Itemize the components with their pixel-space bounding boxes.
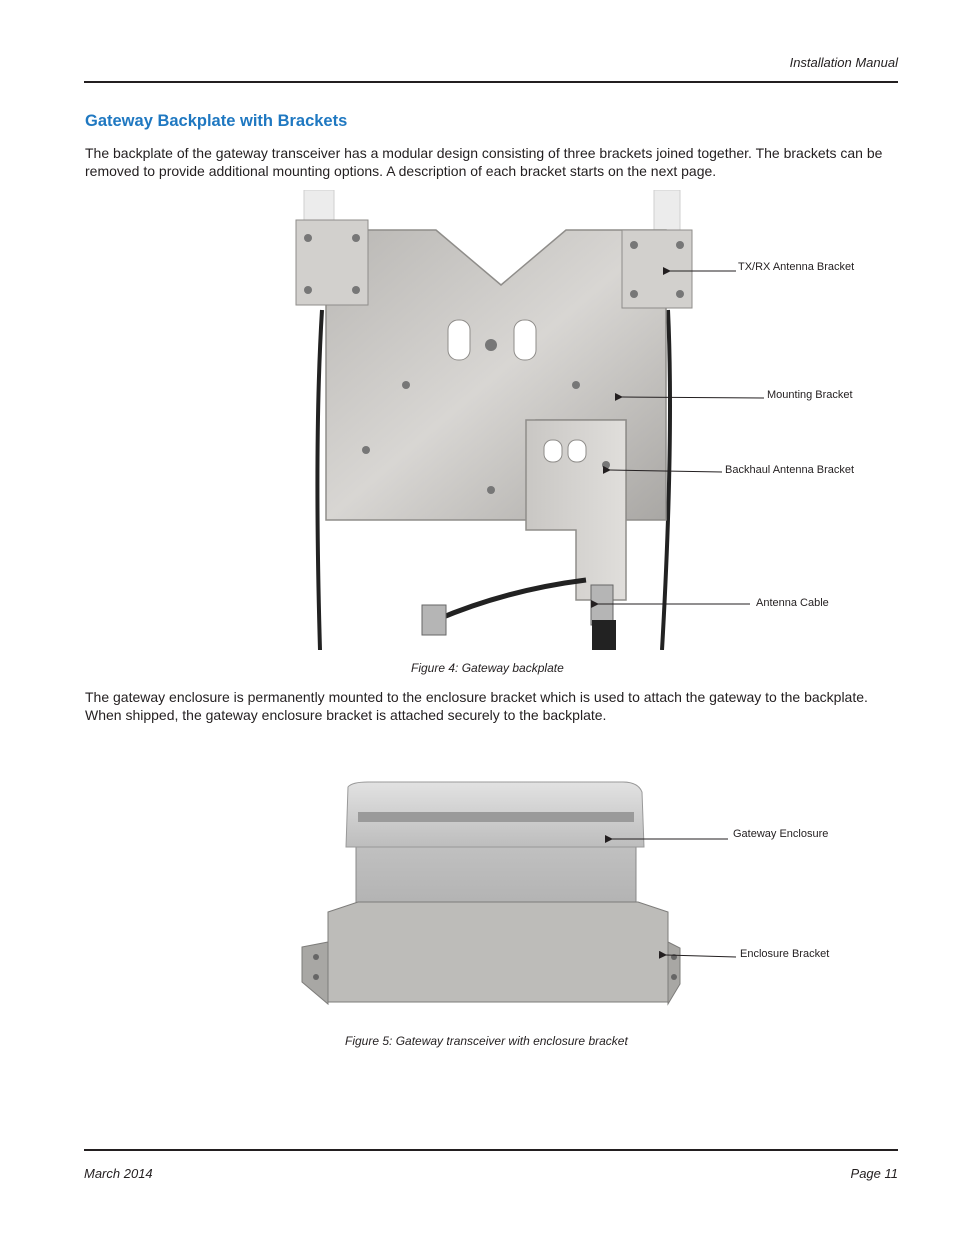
intro-paragraph: The backplate of the gateway transceiver has a modular design consisting of three brackets joined together. The brackets can be removed to provide additional mounting options. A description of each bracket starts on the next page. <box>85 145 883 179</box>
figure5-caption: Figure 5: Gateway transceiver with enclosure bracket <box>345 1034 628 1048</box>
figure4-caption: Figure 4: Gateway backplate <box>411 661 564 675</box>
callout-backhaul-antenna-bracket: Backhaul Antenna Bracket <box>725 464 855 476</box>
callout-mounting-bracket: Mounting Bracket <box>767 389 853 401</box>
footer-page-number: Page 11 <box>850 1166 898 1181</box>
footer-rule <box>84 1149 898 1151</box>
footer-date: March 2014 <box>84 1166 153 1181</box>
header-title: Installation Manual <box>789 55 898 70</box>
callout-enclosure-bracket: Enclosure Bracket <box>740 948 830 960</box>
callout-antenna-cable: Antenna Cable <box>756 597 829 609</box>
section-title: Gateway Backplate with Brackets <box>85 112 348 130</box>
callout-gateway-enclosure: Gateway Enclosure <box>733 828 829 840</box>
callout-txrx-antenna-bracket: TX/RX Antenna Bracket <box>738 261 855 273</box>
enclosure-paragraph: The gateway enclosure is permanently mounted to the enclosure bracket which is used to attach the gateway to the backplate. When shipped, the gateway enclosure bracket is attached securely to the backplate. <box>85 689 868 723</box>
